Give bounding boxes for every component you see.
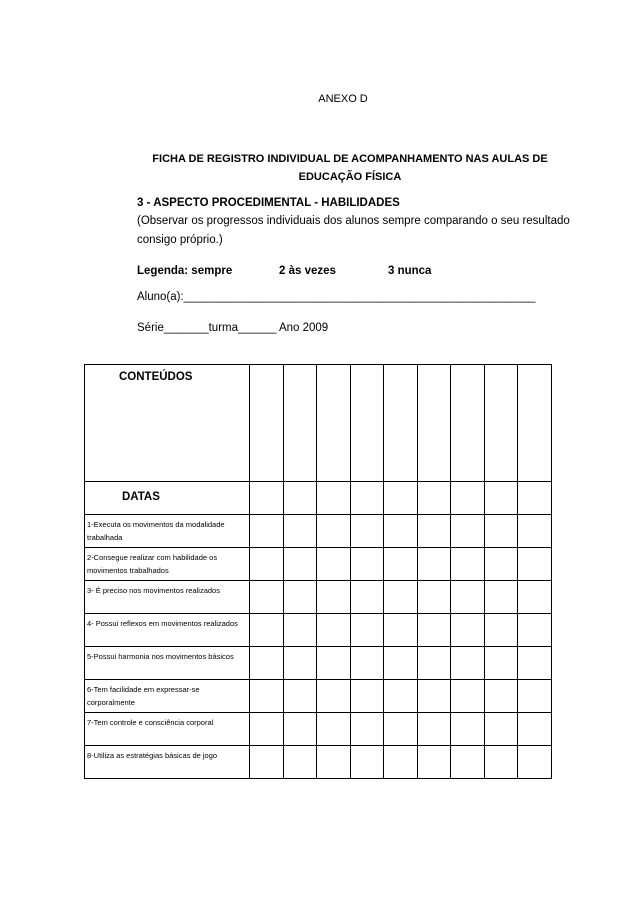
date-entry-cell[interactable] [518, 482, 552, 515]
grade-entry-cell[interactable] [250, 548, 284, 581]
grade-entry-cell[interactable] [451, 680, 485, 713]
grade-entry-cell[interactable] [484, 680, 518, 713]
contents-column-cell[interactable] [518, 365, 552, 482]
item-label-cell [85, 647, 250, 680]
grade-class-year-field: Série_______turma______ Ano 2009 [137, 322, 329, 334]
item-label: 4- Possui reflexos em movimentos realizados [87, 619, 238, 628]
grade-entry-cell[interactable] [250, 515, 284, 548]
dates-header-cell [85, 482, 250, 515]
grade-entry-cell[interactable] [350, 746, 384, 779]
grade-entry-cell[interactable] [384, 614, 418, 647]
grade-entry-cell[interactable] [417, 548, 451, 581]
grade-entry-cell[interactable] [417, 614, 451, 647]
grade-entry-cell[interactable] [350, 548, 384, 581]
grade-entry-cell[interactable] [384, 680, 418, 713]
grade-entry-cell[interactable] [350, 647, 384, 680]
grade-entry-cell[interactable] [350, 680, 384, 713]
date-entry-cell[interactable] [484, 482, 518, 515]
grade-entry-cell[interactable] [518, 581, 552, 614]
contents-header-cell [85, 365, 250, 482]
grade-entry-cell[interactable] [250, 746, 284, 779]
form-title [130, 150, 570, 186]
grade-entry-cell[interactable] [283, 746, 317, 779]
grade-entry-cell[interactable] [384, 713, 418, 746]
contents-column-cell[interactable] [484, 365, 518, 482]
table-row [85, 746, 552, 779]
grade-entry-cell[interactable] [518, 647, 552, 680]
annex-label: ANEXO D [318, 93, 368, 105]
grade-entry-cell[interactable] [484, 581, 518, 614]
table-row [85, 614, 552, 647]
table-row [85, 548, 552, 581]
grade-entry-cell[interactable] [451, 548, 485, 581]
item-label: 6-Tem facilidade em expressar-se corporalmente [87, 685, 200, 707]
table-row [85, 581, 552, 614]
section-heading: 3 - ASPECTO PROCEDIMENTAL - HABILIDADES [137, 197, 400, 209]
date-entry-cell[interactable] [283, 482, 317, 515]
date-entry-cell[interactable] [417, 482, 451, 515]
grade-entry-cell[interactable] [451, 515, 485, 548]
grade-entry-cell[interactable] [518, 515, 552, 548]
grade-entry-cell[interactable] [417, 746, 451, 779]
grade-entry-cell[interactable] [451, 614, 485, 647]
contents-column-cell[interactable] [417, 365, 451, 482]
contents-column-cell[interactable] [384, 365, 418, 482]
item-label-cell [85, 680, 250, 713]
grade-entry-cell[interactable] [518, 713, 552, 746]
grade-entry-cell[interactable] [317, 713, 351, 746]
grade-entry-cell[interactable] [283, 713, 317, 746]
date-entry-cell[interactable] [451, 482, 485, 515]
item-label: 8-Utiliza as estratégias básicas de jogo [87, 751, 218, 760]
contents-header: CONTEÚDOS [119, 371, 193, 383]
record-table [84, 364, 552, 779]
grade-entry-cell[interactable] [283, 647, 317, 680]
grade-entry-cell[interactable] [518, 746, 552, 779]
item-label-cell [85, 581, 250, 614]
observation-note-line1: (Observar os progressos individuais dos alunos sempre comparando o seu resultado [137, 215, 570, 227]
grade-entry-cell[interactable] [384, 581, 418, 614]
grade-entry-cell[interactable] [518, 614, 552, 647]
grade-entry-cell[interactable] [384, 647, 418, 680]
grade-entry-cell[interactable] [518, 680, 552, 713]
grade-entry-cell[interactable] [283, 680, 317, 713]
grade-entry-cell[interactable] [317, 680, 351, 713]
grade-entry-cell[interactable] [451, 647, 485, 680]
grade-entry-cell[interactable] [484, 515, 518, 548]
legend-always: Legenda: sempre [137, 265, 233, 277]
grade-entry-cell[interactable] [417, 680, 451, 713]
grade-entry-cell[interactable] [518, 548, 552, 581]
table-row [85, 713, 552, 746]
grade-entry-cell[interactable] [350, 713, 384, 746]
grade-entry-cell[interactable] [350, 614, 384, 647]
observation-note [137, 212, 597, 250]
contents-header-row [85, 365, 552, 482]
item-label: 2-Consegue realizar com habilidade os movimentos trabalhados [87, 553, 218, 575]
contents-column-cell[interactable] [317, 365, 351, 482]
observation-note-line2: consigo próprio.) [137, 234, 223, 246]
grade-entry-cell[interactable] [317, 548, 351, 581]
table-row [85, 515, 552, 548]
grade-entry-cell[interactable] [317, 515, 351, 548]
grade-entry-cell[interactable] [417, 713, 451, 746]
grade-entry-cell[interactable] [283, 515, 317, 548]
contents-column-cell[interactable] [250, 365, 284, 482]
grade-entry-cell[interactable] [250, 581, 284, 614]
grade-entry-cell[interactable] [250, 713, 284, 746]
table-row [85, 647, 552, 680]
item-label-cell [85, 713, 250, 746]
grade-entry-cell[interactable] [484, 713, 518, 746]
grade-entry-cell[interactable] [384, 515, 418, 548]
form-title-line2: EDUCAÇÃO FÍSICA [298, 171, 402, 183]
grade-entry-cell[interactable] [484, 647, 518, 680]
grade-entry-cell[interactable] [317, 614, 351, 647]
grade-entry-cell[interactable] [283, 581, 317, 614]
item-label-cell [85, 515, 250, 548]
item-label-cell [85, 746, 250, 779]
item-label: 1-Executa os movimentos da modalidade trabalhada [87, 520, 225, 542]
grade-entry-cell[interactable] [484, 746, 518, 779]
table-row [85, 680, 552, 713]
grade-entry-cell[interactable] [451, 713, 485, 746]
grade-entry-cell[interactable] [484, 614, 518, 647]
item-label-cell [85, 614, 250, 647]
grade-entry-cell[interactable] [384, 548, 418, 581]
date-entry-cell[interactable] [250, 482, 284, 515]
grade-entry-cell[interactable] [384, 746, 418, 779]
grade-entry-cell[interactable] [350, 515, 384, 548]
contents-column-cell[interactable] [451, 365, 485, 482]
grade-entry-cell[interactable] [250, 647, 284, 680]
grade-entry-cell[interactable] [317, 746, 351, 779]
date-entry-cell[interactable] [350, 482, 384, 515]
contents-column-cell[interactable] [283, 365, 317, 482]
grade-entry-cell[interactable] [317, 647, 351, 680]
grade-entry-cell[interactable] [350, 581, 384, 614]
date-entry-cell[interactable] [317, 482, 351, 515]
grade-entry-cell[interactable] [250, 680, 284, 713]
grade-entry-cell[interactable] [417, 515, 451, 548]
legend-never: 3 nunca [388, 265, 432, 277]
grade-entry-cell[interactable] [283, 614, 317, 647]
grade-entry-cell[interactable] [451, 581, 485, 614]
grade-entry-cell[interactable] [417, 581, 451, 614]
legend-sometimes: 2 às vezes [279, 265, 336, 277]
grade-entry-cell[interactable] [451, 746, 485, 779]
dates-header: DATAS [122, 491, 160, 503]
date-entry-cell[interactable] [384, 482, 418, 515]
item-label: 3- É preciso nos movimentos realizados [87, 586, 220, 595]
grade-entry-cell[interactable] [417, 647, 451, 680]
grade-entry-cell[interactable] [484, 548, 518, 581]
contents-column-cell[interactable] [350, 365, 384, 482]
form-title-line1: FICHA DE REGISTRO INDIVIDUAL DE ACOMPANHAMENTO NAS AULAS DE [152, 153, 548, 165]
item-label: 5-Possui harmonia nos movimentos básicos [87, 652, 234, 661]
dates-header-row [85, 482, 552, 515]
grade-entry-cell[interactable] [250, 614, 284, 647]
item-label: 7-Tem controle e consciência corporal [87, 718, 214, 727]
grade-entry-cell[interactable] [317, 581, 351, 614]
student-name-field: Aluno(a):_______________________________________________________ [137, 291, 536, 303]
grade-entry-cell[interactable] [283, 548, 317, 581]
item-label-cell [85, 548, 250, 581]
